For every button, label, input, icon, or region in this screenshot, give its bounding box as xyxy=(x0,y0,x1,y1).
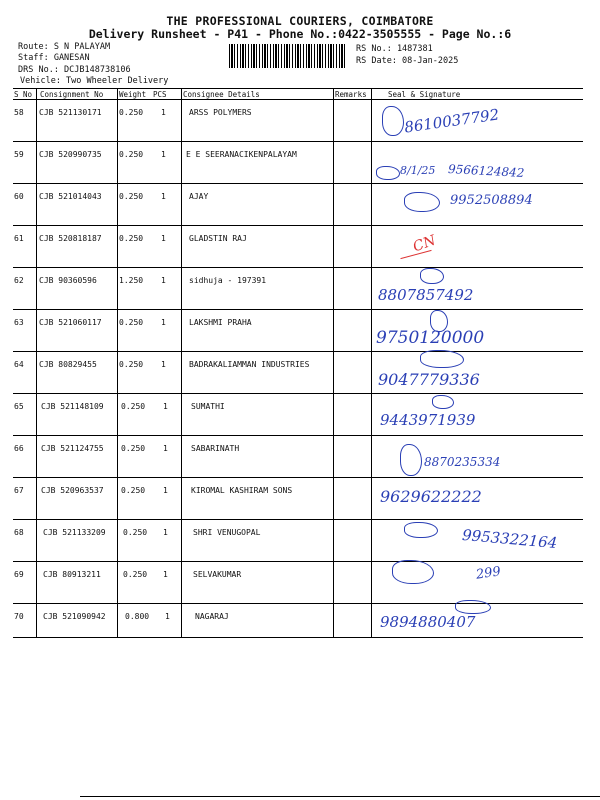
handwritten-date: 8/1/25 xyxy=(400,164,436,177)
table-cell: E E SEERANACIKENPALAYAM xyxy=(186,150,297,159)
table-cell: CJB 80913211 xyxy=(43,570,101,579)
table-cell: 1 xyxy=(161,234,166,243)
table-cell: CJB 521133209 xyxy=(43,528,106,537)
signature-mark xyxy=(420,268,444,284)
rs-date: RS Date: 08-Jan-2025 xyxy=(356,56,459,66)
table-cell: CJB 520818187 xyxy=(39,234,102,243)
col-consignee: Consignee Details xyxy=(183,90,260,99)
handwritten-phone: 9047779336 xyxy=(378,370,480,389)
col-seal: Seal & Signature xyxy=(388,90,461,99)
table-cell: 1 xyxy=(163,570,168,579)
table-cell: CJB 521060117 xyxy=(39,318,102,327)
table-cell: 63 xyxy=(14,318,24,327)
table-cell: BADRAKALIAMMAN INDUSTRIES xyxy=(189,360,310,369)
table-cell: CJB 520963537 xyxy=(41,486,104,495)
table-cell: 65 xyxy=(14,402,24,411)
runsheet-subtitle: Delivery Runsheet - P41 - Phone No.:0422-3505555 - Page No.:6 xyxy=(88,27,512,41)
table-row xyxy=(13,352,583,393)
table-row xyxy=(13,226,583,267)
cn-mark: CN xyxy=(410,232,439,256)
handwritten-phone: 9443971939 xyxy=(380,411,476,429)
signature-mark xyxy=(376,166,400,180)
table-cell: CJB 90360596 xyxy=(39,276,97,285)
signature-mark xyxy=(404,522,438,538)
table-cell: ARSS POLYMERS xyxy=(189,108,252,117)
table-row xyxy=(13,310,583,351)
table-cell: 0.250 xyxy=(123,570,148,579)
handwritten-phone: 9953322164 xyxy=(461,525,559,553)
table-cell: CJB 521090942 xyxy=(43,612,106,621)
table-cell: 58 xyxy=(14,108,24,117)
table-cell: CJB 80829455 xyxy=(39,360,97,369)
table-cell: NAGARAJ xyxy=(195,612,229,621)
vehicle-label: Vehicle: Two Wheeler Delivery xyxy=(20,76,169,86)
table-cell: CJB 520990735 xyxy=(39,150,102,159)
table-cell: 1 xyxy=(161,192,166,201)
table-cell: CJB 521148109 xyxy=(41,402,104,411)
table-cell: 0.250 xyxy=(119,318,144,327)
table-cell: CJB 521124755 xyxy=(41,444,104,453)
table-cell: 1 xyxy=(163,528,168,537)
drs-number: DRS No.: DCJB148738106 xyxy=(18,65,131,75)
table-cell: 1 xyxy=(163,402,168,411)
table-cell: 68 xyxy=(14,528,24,537)
handwritten-phone: 9566124842 xyxy=(447,162,525,180)
table-cell: KIROMAL KASHIRAM SONS xyxy=(191,486,293,495)
table-cell: 66 xyxy=(14,444,24,453)
handwritten-phone: 8610037792 xyxy=(403,105,501,137)
table-cell: SHRI VENUGOPAL xyxy=(193,528,261,537)
table-cell: 0.250 xyxy=(121,486,146,495)
col-sno: S No xyxy=(14,90,33,99)
table-cell: 69 xyxy=(14,570,24,579)
route-label: Route: S N PALAYAM xyxy=(18,42,111,52)
table-cell: 62 xyxy=(14,276,24,285)
table-cell: 0.250 xyxy=(119,150,144,159)
table-cell: 1 xyxy=(163,444,168,453)
signature-mark xyxy=(404,192,440,212)
table-cell: 1 xyxy=(161,276,166,285)
table-cell: SABARINATH xyxy=(191,444,240,453)
signature-mark xyxy=(455,600,491,614)
table-cell: 1 xyxy=(161,318,166,327)
handwritten-phone: 9750120000 xyxy=(376,328,485,348)
table-cell: CJB 521130171 xyxy=(39,108,102,117)
col-pcs: PCS xyxy=(153,90,167,99)
table-cell: 0.250 xyxy=(119,360,144,369)
handwritten-phone: 8807857492 xyxy=(378,286,474,304)
rs-number: RS No.: 1487381 xyxy=(356,44,433,54)
signature-mark xyxy=(400,444,422,476)
signature-mark xyxy=(392,560,434,584)
table-cell: LAKSHMI PRAHA xyxy=(189,318,252,327)
table-cell: 0.250 xyxy=(119,108,144,117)
handwritten-phone: 8870235334 xyxy=(424,455,501,469)
table-cell: 0.250 xyxy=(119,192,144,201)
table-cell: SELVAKUMAR xyxy=(193,570,242,579)
table-row xyxy=(13,478,583,519)
signature-mark xyxy=(432,395,454,409)
col-consignment: Consignment No xyxy=(40,90,104,99)
col-remarks: Remarks xyxy=(335,90,367,99)
table-row xyxy=(13,604,583,645)
barcode xyxy=(229,44,346,68)
table-cell: 59 xyxy=(14,150,24,159)
table-cell: 1 xyxy=(161,150,166,159)
table-cell: 0.250 xyxy=(121,402,146,411)
col-weight: Weight xyxy=(119,90,147,99)
table-cell: 1 xyxy=(165,612,170,621)
table-cell: 1 xyxy=(161,360,166,369)
table-cell: CJB 521014043 xyxy=(39,192,102,201)
table-cell: 67 xyxy=(14,486,24,495)
company-title: THE PROFESSIONAL COURIERS, COIMBATORE xyxy=(166,14,434,28)
table-cell: 0.250 xyxy=(119,234,144,243)
table-cell: 1 xyxy=(161,108,166,117)
table-cell: AJAY xyxy=(189,192,209,201)
table-cell: 1.250 xyxy=(119,276,144,285)
table-cell: GLADSTIN RAJ xyxy=(189,234,247,243)
table-row xyxy=(13,394,583,435)
handwritten-phone: 9952508894 xyxy=(450,193,533,208)
table-cell: 0.800 xyxy=(125,612,150,621)
table-cell: 64 xyxy=(14,360,24,369)
table-cell: SUMATHI xyxy=(191,402,225,411)
handwritten-value: 299 xyxy=(475,564,502,583)
table-cell: 70 xyxy=(14,612,24,621)
handwritten-phone: 9894880407 xyxy=(380,613,476,631)
table-cell: sidhuja - 197391 xyxy=(189,276,267,285)
handwritten-phone: 9629622222 xyxy=(380,487,482,506)
table-row xyxy=(13,268,583,309)
signature-mark xyxy=(382,106,404,136)
table-cell: 1 xyxy=(163,486,168,495)
scan-edge-line xyxy=(80,796,600,797)
staff-label: Staff: GANESAN xyxy=(18,53,90,63)
table-cell: 60 xyxy=(14,192,24,201)
table-cell: 61 xyxy=(14,234,24,243)
signature-mark xyxy=(420,350,464,368)
table-cell: 0.250 xyxy=(121,444,146,453)
table-cell: 0.250 xyxy=(123,528,148,537)
